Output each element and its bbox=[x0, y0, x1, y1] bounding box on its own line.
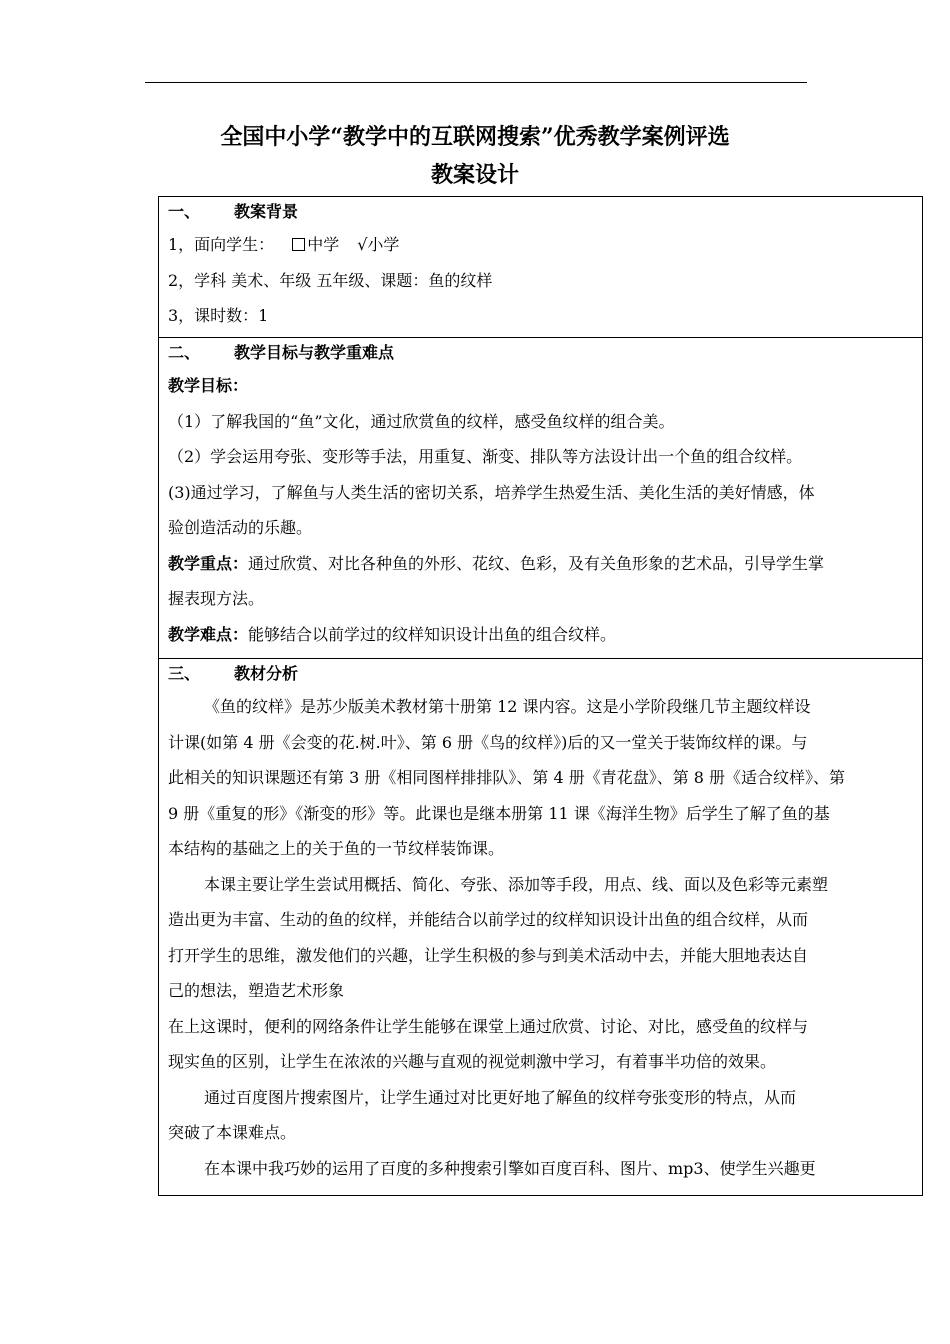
difficulty: 教学难点：能够结合以前学过的纹样知识设计出鱼的组合纹样。 bbox=[168, 624, 617, 644]
section-background bbox=[159, 197, 922, 337]
subject-line: 2，学科 美术、年级 五年级、课题：鱼的纹样 bbox=[168, 270, 493, 290]
page-title: 全国中小学“教学中的互联网搜索”优秀教学案例评选 bbox=[220, 124, 730, 150]
goal-3: (3)通过学习，了解鱼与人类生活的密切关系，培养学生热爱生活、美化生活的美好情感，体 bbox=[168, 482, 815, 502]
paragraph-4: 通过百度图片搜索图片，让学生通过对比更好地了解鱼的纹样夸张变形的特点，从而 突破了本课难点。 bbox=[168, 1087, 797, 1142]
section-goals bbox=[159, 337, 922, 658]
page-subtitle: 教案设计 bbox=[430, 162, 519, 188]
hours-line: 3，课时数：1 bbox=[168, 306, 269, 325]
section-heading: 二、 教学目标与教学重难点 bbox=[168, 343, 395, 362]
paragraph-3: 在上这课时，便利的网络条件让学生能够在课堂上通过欣赏、讨论、对比，感受鱼的纹样与 现实鱼的区别，让学生在浓浓的兴趣与直观的视觉刺激中学习，有着事半功倍的效果。 bbox=[168, 1016, 809, 1071]
goal-3-cont: 验创造活动的乐趣。 bbox=[168, 518, 313, 537]
paragraph-1: 《鱼的纹样》是苏少版美术教材第十册第 12 课内容。这是小学阶段继几节主题纹样设 计课(如第 4 册《会变的花.树.叶》、第 6 册《鸟的纹样》)后的又一堂关于装饰纹样的课。与 此相关的知识课题还有第 3 册《相同图样排排队》、第 4 册《青花盘》、第 8 册《适合纹样》、第 9 册《重复的形》《渐变的形》等。此课也是继本册第 11 课《海洋生物》后学生了解了鱼的基 本结构的基础之上的关于鱼的一节纹样装饰课。 bbox=[168, 697, 846, 858]
section-analysis bbox=[159, 658, 922, 1195]
lesson-plan-table bbox=[158, 196, 923, 1196]
checkbox-icon bbox=[292, 238, 305, 251]
key-point-cont: 握表现方法。 bbox=[168, 589, 265, 608]
goal-1: （1）了解我国的“鱼”文化，通过欣赏鱼的纹样，感受鱼纹样的组合美。 bbox=[168, 411, 675, 431]
key-point: 教学重点：通过欣赏、对比各种鱼的外形、花纹、色彩，及有关鱼形象的艺术品，引导学生掌 bbox=[168, 553, 825, 573]
goal-2: （2）学会运用夸张、变形等手法，用重复、渐变、排队等方法设计出一个鱼的组合纹样。 bbox=[168, 447, 803, 466]
paragraph-5: 在本课中我巧妙的运用了百度的多种搜索引擎如百度百科、图片、mp3、使学生兴趣更 bbox=[204, 1158, 816, 1178]
goals-label: 教学目标： bbox=[168, 376, 249, 395]
header-rule bbox=[145, 82, 807, 83]
section-heading: 三、 教材分析 bbox=[168, 664, 299, 683]
section-heading: 一、 教案背景 bbox=[168, 202, 299, 221]
paragraph-2: 本课主要让学生尝试用概括、简化、夸张、添加等手段，用点、线、面以及色彩等元素塑 造出更为丰富、生动的鱼的纹样，并能结合以前学过的纹样知识设计出鱼的组合纹样，从而 打开学生的思维，激发他们的兴趣，让学生积极的参与到美术活动中去，并能大胆地表达自 己的想法，塑造艺术形象 bbox=[168, 874, 829, 1000]
target-students-line: 1，面向学生： 中学 √小学 bbox=[168, 235, 400, 254]
